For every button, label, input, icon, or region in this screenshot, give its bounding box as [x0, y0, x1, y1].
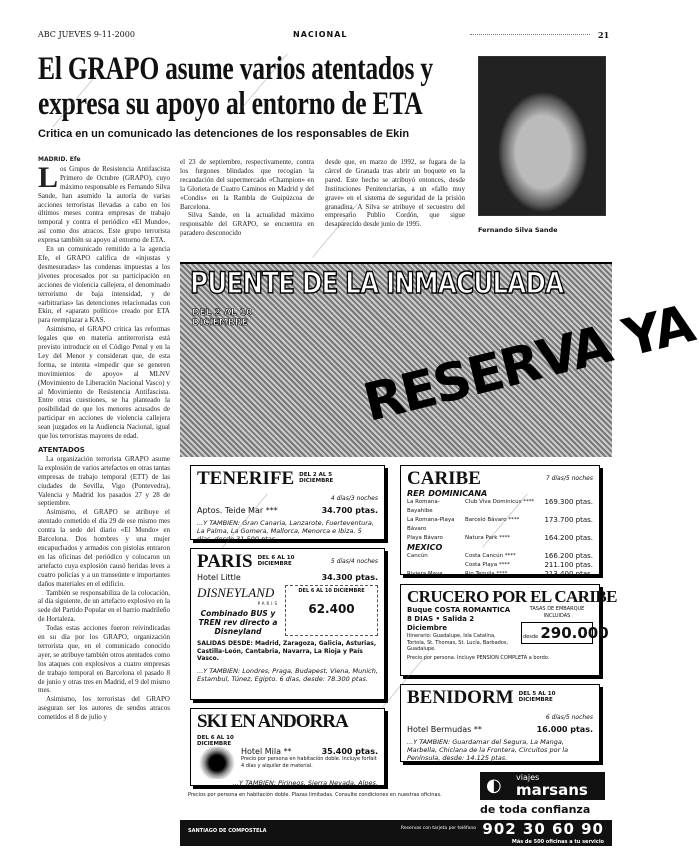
banner-dates-line: DICIEMBRE	[192, 318, 248, 328]
paragraph: Asimismo, el GRAPO critica las reformas legales que en materia antiterrorista está previsto introducir en el Código Penal y en la Ley del Menor y consideran que, de esta forma, se intenta «impedir que se generen movimientos de apoyo» al MLNV (Movimiento de Liberación Nacional Vasco) y al Movimiento de Resistencia Antifascista. Entre otras cuestiones, se ha planteado la posibilidad de que los menores acusados de participar en acciones de violencia callejera sean juzgados en la Audiencia Nacional, igual que los terroristas mayores de edad.	[38, 325, 170, 441]
place: Playa Bávaro	[407, 535, 443, 541]
ad-box-caribe	[400, 465, 600, 578]
region: REP. DOMINICANA	[407, 489, 488, 498]
header-rule	[470, 34, 590, 35]
place: La Romana-Bayahibe	[407, 499, 440, 514]
photo-caption: Fernando Silva Sande	[478, 226, 558, 234]
box-title: TENERIFE	[197, 468, 295, 489]
subheadline: Critica en un comunicado las detenciones de los responsables de Ekin	[38, 128, 410, 140]
header-date: ABC JUEVES 9-11-2000	[38, 30, 135, 39]
price-row	[407, 552, 593, 561]
paragraph: Todas estas acciones fueron reivindicadas en su día por los GRAPO, organización terrorista que, en el comunicado conocido ayer, se atribuye también otros atentados como los ataques con explosivos a cuatro empresas de trabajo temporal en Barcelona el pasado 8 de junio y otras tres en Madrid, el 9 del mismo mes.	[38, 624, 170, 695]
nights: 4 días/3 noches	[330, 495, 378, 502]
article-column-2	[180, 158, 314, 238]
hotel-name: Hotel Bermudas **	[407, 725, 482, 734]
departures: SALIDAS DESDE: Madrid, Zaragoza, Galicia, Asturias, Castilla-León, Cantabria, Navarra, La Rioja y País Vasco.	[197, 640, 377, 662]
also-destinations: ...Y TAMBIEN: Pirineos, Sierra Nevada, Alpes.	[232, 779, 378, 787]
article-column-3	[325, 158, 465, 229]
disneyland-logo: DISNEYLAND	[197, 585, 275, 600]
itinerary: Itinerario: Guadalupe, Isla Catalina, Tortola, St. Thomas, St. Lucía, Barbados, Guadalupe.	[407, 633, 509, 652]
price: 169.300 ptas.	[544, 498, 593, 506]
marsans-logo	[480, 772, 605, 800]
price: 173.700 ptas.	[544, 516, 593, 524]
drop-cap: L	[38, 160, 59, 194]
paragraph: desde que, en marzo de 1992, se fugara de la cárcel de Granada tras abrir un boquete en la pared. Este hecho se atribuyó entonces, desde Instituciones Penitenciarias, a un «fallo muy grave» en el sistema de seguridad de la prisión granadina. A Silva se atribuye el secuestro del empresario Publio Cordón, que sigue desaparecido desde junio de 1995.	[325, 158, 465, 229]
price: 35.400 ptas.	[321, 747, 378, 756]
box-dates	[258, 555, 295, 567]
slogan: de toda confianza	[480, 803, 591, 816]
box-dates	[197, 735, 234, 747]
box-title: CARIBE	[407, 468, 481, 489]
note: Precio por persona. Incluye PENSION COMPLETA a bordo.	[407, 654, 550, 661]
paragraph: Silva Sande, en la actualidad máximo responsable del GRAPO, se encuentra en paradero desconocido	[180, 211, 314, 238]
ad-box-tenerife	[190, 465, 385, 543]
logo-brand: marsans	[516, 781, 588, 799]
combo-dates: DEL 6 AL 10 DICIEMBRE	[298, 588, 365, 594]
dates-line: DEL 6 AL 10	[257, 555, 295, 561]
price: 166.200 ptas.	[544, 552, 593, 560]
paragraph: el 23 de septiembre, respectivamente, contra los furgones blindados que recogían la recaudación del supermercado «Champion» en la Glorieta de Cuatro Caminos en Madrid y del «Condis» en la Rambla de Guipúzcoa de Barcelona.	[180, 158, 314, 211]
hotel: Rio Tequila ****	[465, 571, 508, 577]
headline-line-2: expresa su apoyo al entorno de ETA	[38, 86, 423, 122]
departure: 8 DIAS • Salida 2 Diciembre	[407, 615, 475, 632]
phone-number: 902 30 60 90	[482, 820, 604, 838]
ad-box-crucero	[400, 584, 617, 676]
nights: 6 días/5 noches	[545, 714, 593, 721]
paragraph: Asimismo, el GRAPO se atribuye el atentado cometido el día 29 de ese mismo mes contra la sede del diario «El Mundo» en Barcelona. Dos hombres y una mujer encapuchados y armados con pistolas entraron en las oficinas del periódico y colocaron un artefacto cuya explosión causó heridas leves a cuatro policías y a un transeúnte e importantes daños materiales en el edificio.	[38, 508, 170, 588]
combo-price: 62.400	[308, 602, 355, 616]
ad-box-benidorm	[400, 684, 600, 762]
taxes-note: TASAS DE EMBARQUE INCLUIDAS	[529, 606, 585, 619]
hotel: Natura Park ****	[465, 535, 511, 541]
box-title: CRUCERO POR EL CARIBE	[407, 587, 617, 606]
disneyland-logo-sub: PARIS	[257, 601, 279, 606]
dates-line: DEL 6 AL 10	[197, 735, 234, 741]
from-label: desde	[523, 634, 539, 640]
paragraph: En un comunicado remitido a la agencia Efe, el GRAPO califica de «injustas y desmesuradas» las condenas impuestas a los jóvenes procesados por su participación en acciones de violencia callejera, el denominado terrorismo de baja intensidad, y de «arbitrarias» las detenciones relacionadas con Ekin, el «aparato político» creado por ETA para reemplazar a KAS.	[38, 245, 170, 325]
place	[407, 561, 465, 570]
section-name: NACIONAL	[293, 30, 348, 39]
headline-line-1: El GRAPO asume varios atentados y	[38, 51, 433, 87]
price-row	[407, 570, 593, 579]
box-title: SKI EN ANDORRA	[197, 711, 348, 732]
fine-print: Precios por persona en habitación doble. Plazas limitadas. Consulte condiciones en nuestras oficinas.	[188, 792, 442, 798]
headline	[38, 52, 433, 122]
ad-box-ski	[190, 708, 385, 786]
price: 164.200 ptas.	[544, 534, 593, 542]
article-column-1	[38, 156, 170, 722]
ad-box-paris	[190, 548, 385, 700]
hotel: Costa Cancún ****	[465, 553, 516, 559]
also-destinations: ...Y TAMBIEN: Londres, Praga, Budapest, Viena, Munich, Estambul, Túnez, Egipto. 6 días, desde: 78.300 ptas.	[197, 666, 378, 683]
price-row	[407, 498, 593, 516]
region: MEXICO	[407, 543, 443, 552]
hotel: Barceló Bávaro ****	[465, 517, 520, 523]
ad-banner	[180, 262, 699, 457]
price-row	[407, 534, 593, 543]
offices-note: Más de 500 oficinas a tu servicio	[511, 839, 604, 845]
section-heading: ATENTADOS	[38, 446, 85, 454]
price: 34.300 ptas.	[321, 573, 378, 582]
ship: Buque COSTA ROMANTICA	[407, 606, 511, 614]
portrait-photo	[478, 56, 606, 216]
dates-line: DEL 5 AL 10	[518, 691, 556, 697]
price: 290.000	[540, 624, 609, 642]
paragraph: os Grupos de Resistencia Antifascista Primero de Octubre (GRAPO), cuyo máximo responsable es Fernando Silva Sande, han asumido la autoría de varias acciones terroristas llevadas a cabo en los últimos meses contra empresas de trabajo temporal y contra el periódico «El Mundo», así como dos atracos. Este grupo terrorista expresa también su apoyo al entorno de ETA.	[38, 164, 170, 245]
also-destinations: ...Y TAMBIEN: Gran Canaria, Lanzarote, Fuerteventura, La Palma, La Gomera, Mallorca, Menorca e Ibiza. 5 días, desde 31.500 ptas.	[197, 519, 374, 543]
details: Precio por persona en habitación doble. Incluye forfait 4 días y alquiler de material.	[241, 756, 377, 769]
place: Riviera Maya	[407, 571, 443, 577]
price-row	[407, 561, 593, 570]
nights: 5 días/4 noches	[330, 558, 378, 565]
paragraph: También se responsabiliza de la colocación, al día siguiente, de un artefacto explosivo en la sede del Partido Popular en el barrio madrileño de Hortaleza.	[38, 588, 170, 624]
reserve-now-text: RESERVA YA	[357, 294, 699, 434]
marsans-emblem-icon: ◐	[486, 775, 502, 796]
price: 211.100 ptas.	[544, 561, 593, 569]
place: Cancún	[407, 553, 428, 559]
sponsor-logo: SANTIAGO DE COMPOSTELA	[188, 828, 267, 834]
dates-line: DEL 2 AL 5	[299, 472, 333, 478]
hotel: Costa Playa ****	[465, 562, 510, 568]
phone-bar	[180, 820, 612, 846]
dates-line: DICIEMBRE	[518, 697, 553, 703]
combo-offer: Combinado BUS y TREN rev directo a Disneyland	[198, 609, 278, 636]
also-destinations: ...Y TAMBIEN: Guardamar del Segura, La Manga, Marbella, Chiclana de la Frontera, Circuitos por la Península, desde: 14.125 ptas.	[407, 738, 569, 762]
price-row	[407, 516, 593, 534]
dates-line: DICIEMBRE	[257, 561, 292, 567]
phone-label: Reservas con tarjeta por teléfono	[400, 826, 476, 831]
hotel-name: Aptos. Teide Mar ***	[197, 506, 278, 515]
price: 213.400 ptas.	[544, 570, 593, 578]
banner-title: PUENTE DE LA INMACULADA	[190, 266, 564, 300]
hotel: Club Viva Dominicus ****	[465, 499, 535, 505]
dates-line: DICIEMBRE	[299, 478, 334, 484]
logo-text: viajes	[516, 773, 540, 782]
hotel-name: Hotel Mila **	[241, 747, 292, 756]
skier-illustration	[197, 747, 237, 779]
box-dates	[299, 472, 333, 484]
price: 34.700 ptas.	[321, 506, 378, 515]
banner-dates-line: DEL 2 AL 10	[192, 308, 253, 318]
dates-line: DICIEMBRE	[197, 741, 232, 747]
nights: 7 días/5 noches	[545, 475, 593, 482]
banner-dates	[192, 308, 252, 328]
box-title: BENIDORM	[407, 687, 514, 708]
byline: MADRID. Efe	[38, 156, 81, 163]
paragraph: Asimismo, los terroristas del GRAPO aseguran ser los autores de sendos atracos cometidos el 8 de julio y	[38, 695, 170, 722]
box-dates	[519, 691, 556, 703]
price: 16.000 ptas.	[536, 725, 593, 734]
hotel-name: Hotel Little	[197, 573, 241, 582]
paragraph: La organización terrorista GRAPO asume la explosión de varios artefactos en otras tantas empresas de trabajo temporal (ETT) de las ciudades de Sevilla, Vigo (Pontevedra), Valencia y Madrid los pasados 27 y 28 de septiembre.	[38, 454, 170, 508]
place: La Romana-Playa Bávaro	[407, 517, 455, 532]
page-number: 21	[598, 30, 610, 40]
box-title: PARIS	[197, 551, 253, 572]
